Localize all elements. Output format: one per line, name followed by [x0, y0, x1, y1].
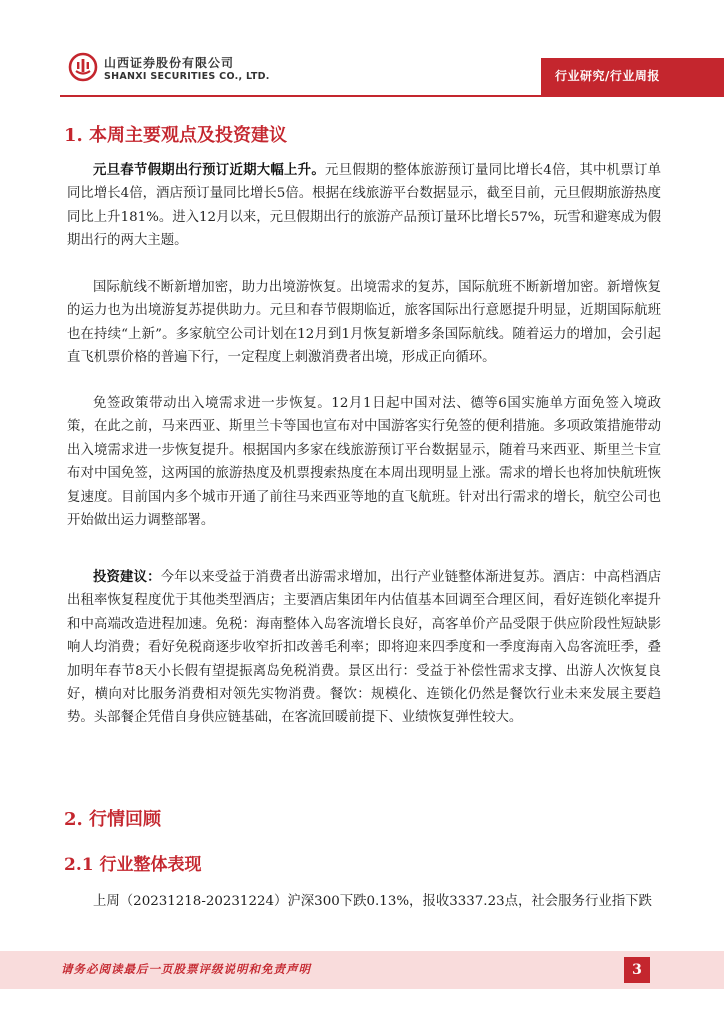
report-type-tag: [541, 58, 724, 95]
footer-disclaimer: 请务必阅读最后一页股票评级说明和免责声明: [61, 962, 311, 976]
paragraph-travel-bookings: [67, 159, 661, 253]
paragraph-body: 元旦假期的整体旅游预订量同比增长4倍，其中机票订单同比增长4倍，酒店预订量同比增长5倍。根据在线旅游平台数据显示，截至目前，元旦假期旅游热度同比上升181%。进入12月以来，元旦假期出行的旅游产品预订量环比增长57%，玩雪和避寒成为假期出行的两大主题。: [67, 163, 661, 249]
page-header: [0, 0, 724, 100]
company-name-en: SHANXI SECURITIES CO., LTD.: [104, 71, 270, 82]
section-2-1-title: 2.1 行业整体表现: [64, 855, 202, 875]
paragraph-body: 今年以来受益于消费者出游需求增加，出行产业链整体渐进复苏。酒店：中高档酒店出租率恢复程度优于其他类型酒店；主要酒店集团年内估值基本回调至合理区间，看好连锁化率提升和中高端改造进程加速。免税：海南整体入岛客流增长良好，高客单价产品受限于供应阶段性短缺影响人均消费；看好免税商逐步收窄折扣改善毛利率；即将迎来四季度和一季度海南入岛客流旺季，叠加明年春节8天小长假有望提振离岛免税消费。景区出行：受益于补偿性需求支撑、出游人次恢复良好，横向对比服务消费相对领先实物消费。餐饮：规模化、连锁化仍然是餐饮行业未来发展主要趋势。头部餐企凭借自身供应链基础，在客流回暖前提下、业绩恢复弹性较大。: [67, 570, 662, 726]
company-logo-icon: [68, 52, 98, 82]
paragraph-lead: 投资建议：: [93, 569, 161, 585]
paragraph-visa-free-policy: [67, 392, 661, 532]
paragraph-body: 免签政策带动出入境需求进一步恢复。12月1日起中国对法、德等6国实施单方面免签入境政策，在此之前，马来西亚、斯里兰卡等国也宣布对中国游客实行免签的便利措施。多项政策措施带动出入境需求进一步恢复提升。根据国内多家在线旅游预订平台数据显示，随着马来西亚、斯里兰卡宣布对中国免签，这两国的旅游热度及机票搜索热度在本周出现明显上涨。需求的增长也将加快航班恢复速度。目前国内多个城市开通了前往马来西亚等地的直飞航班。针对出行需求的增长，航空公司也开始做出运力调整部署。: [67, 396, 661, 529]
header-divider: [60, 95, 724, 97]
section-1-title: 1. 本周主要观点及投资建议: [64, 125, 288, 146]
paragraph-international-flights: [67, 276, 661, 370]
company-name-cn: 山西证券股份有限公司: [104, 56, 235, 70]
paragraph-body: 国际航线不断新增加密，助力出境游恢复。出境需求的复苏，国际航班不断新增加密。新增恢复的运力也为出境游复苏提供助力。元旦和春节假期临近，旅客国际出行意愿提升明显，近期国际航班也在持续“上新”。多家航空公司计划在12月到1月恢复新增多条国际航线。随着运力的增加，会引起直飞机票价格的普遍下行，一定程度上刺激消费者出境，形成正向循环。: [67, 280, 661, 366]
paragraph-investment-advice: [67, 566, 661, 730]
section-2-title: 2. 行情回顾: [64, 809, 162, 830]
paragraph-lead: 元旦春节假期出行预订近期大幅上升。: [93, 162, 325, 178]
page-footer: [0, 951, 724, 989]
report-type-label: 行业研究/行业周报: [555, 69, 660, 83]
page-number-badge: [624, 957, 650, 983]
paragraph-body: 上周（20231218-20231224）沪深300下跌0.13%，报收3337.23点，社会服务行业指下跌: [93, 894, 652, 909]
page-number: 3: [632, 962, 642, 978]
paragraph-market-review: [67, 890, 661, 914]
